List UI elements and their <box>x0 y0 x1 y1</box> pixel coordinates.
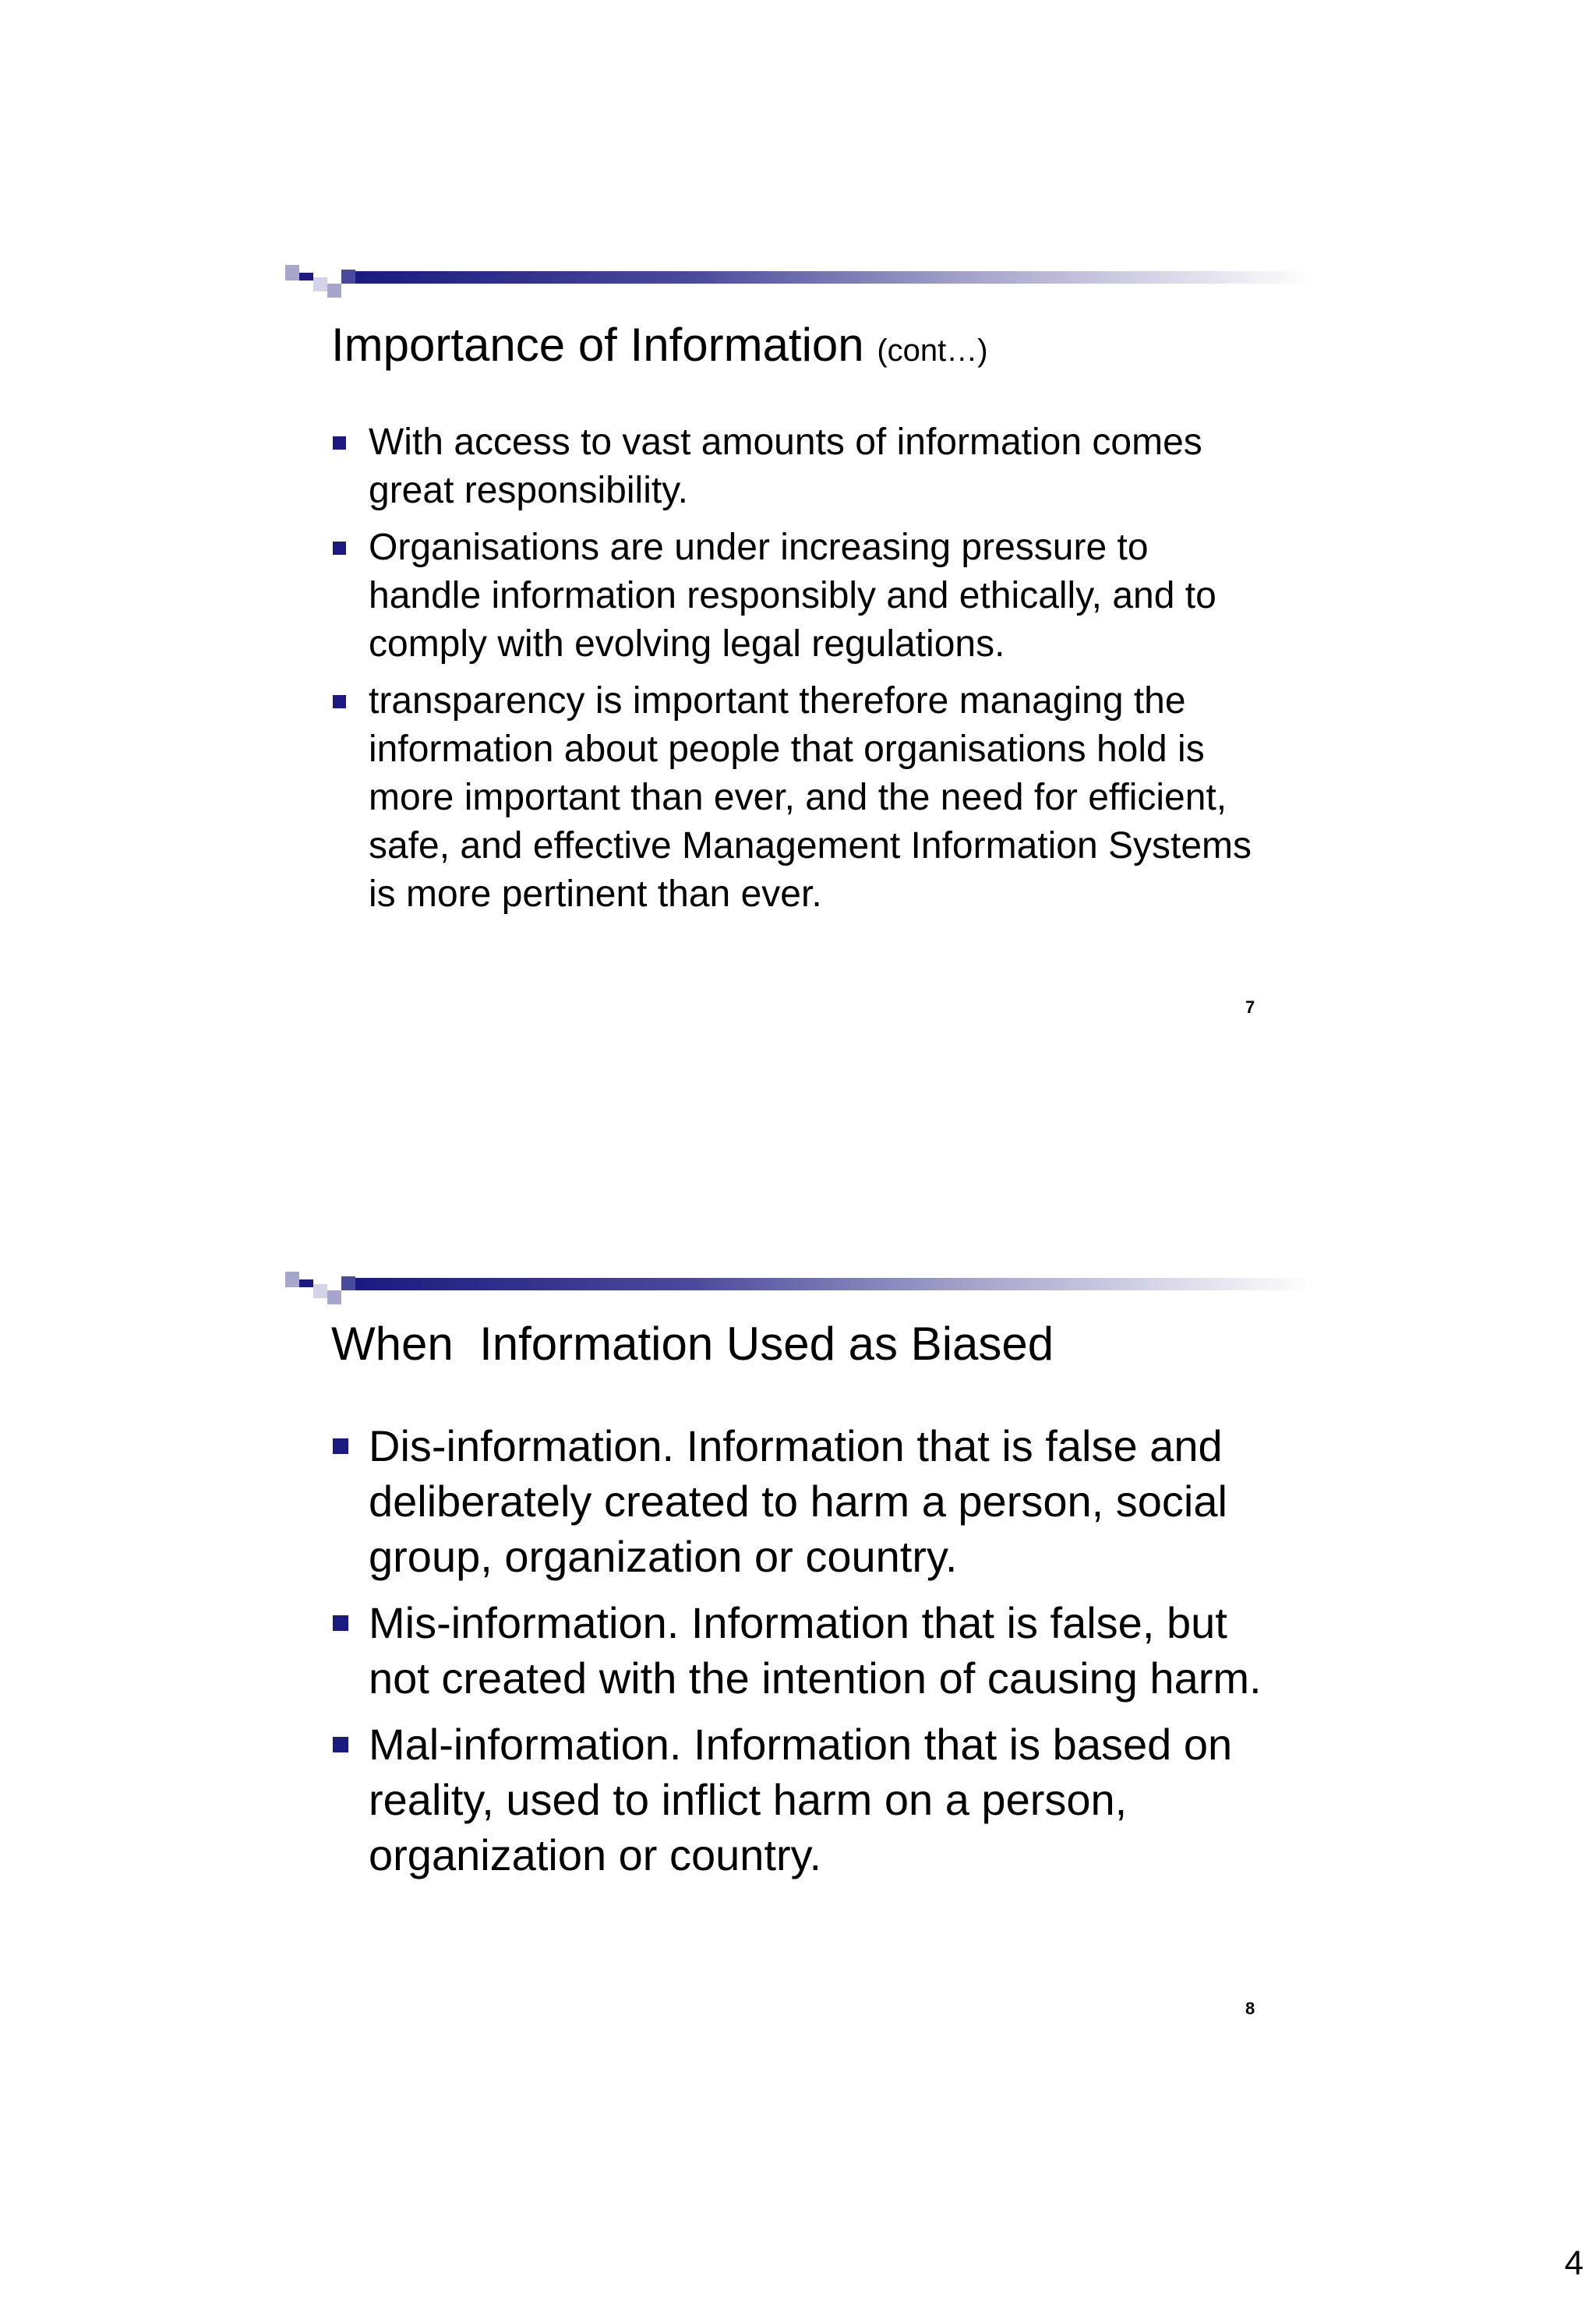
square-bullet-icon <box>333 436 346 450</box>
header-gradient-bar <box>355 1278 1314 1290</box>
header-gradient-bar <box>355 271 1314 284</box>
square-bullet-icon <box>333 1438 348 1454</box>
title-suffix: (cont…) <box>877 334 988 368</box>
slide-8 <box>0 1005 1596 2135</box>
list-item: Dis-information. Information that is false and deliberately created to harm a person, social group, organization or country. <box>331 1418 1266 1584</box>
bullet-list <box>331 418 1266 927</box>
slide-7 <box>0 0 1596 1130</box>
slide-title: Importance of Information (cont…) <box>331 319 988 371</box>
list-item: Mal-information. Information that is based on reality, used to inflict harm on a person, organization or country. <box>331 1717 1266 1883</box>
slide-number: 8 <box>1245 1999 1255 2018</box>
list-item: With access to vast amounts of information comes great responsibility. <box>331 418 1266 515</box>
square-bullet-icon <box>333 695 346 708</box>
square-bullet-icon <box>333 1737 348 1752</box>
slide-number: 7 <box>1245 997 1255 1017</box>
page-number: 4 <box>1564 2244 1584 2282</box>
square-bullet-icon <box>333 542 346 555</box>
list-item: Mis-information. Information that is false, but not created with the intention of causing harm. <box>331 1595 1266 1706</box>
slide-title: When Information Used as Biased <box>331 1318 1054 1370</box>
bullet-list <box>331 1418 1266 1893</box>
list-item: transparency is important therefore managing the information about people that organisations hold is more important than ever, and the need for efficient, safe, and effective Management Information Systems is more pertinent than ever. <box>331 677 1266 919</box>
square-bullet-icon <box>333 1615 348 1631</box>
slide-header-decoration <box>285 265 1314 296</box>
slide-header-decoration <box>285 1272 1314 1303</box>
list-item: Organisations are under increasing pressure to handle information responsibly and ethically, and to comply with evolving legal regulations. <box>331 524 1266 669</box>
